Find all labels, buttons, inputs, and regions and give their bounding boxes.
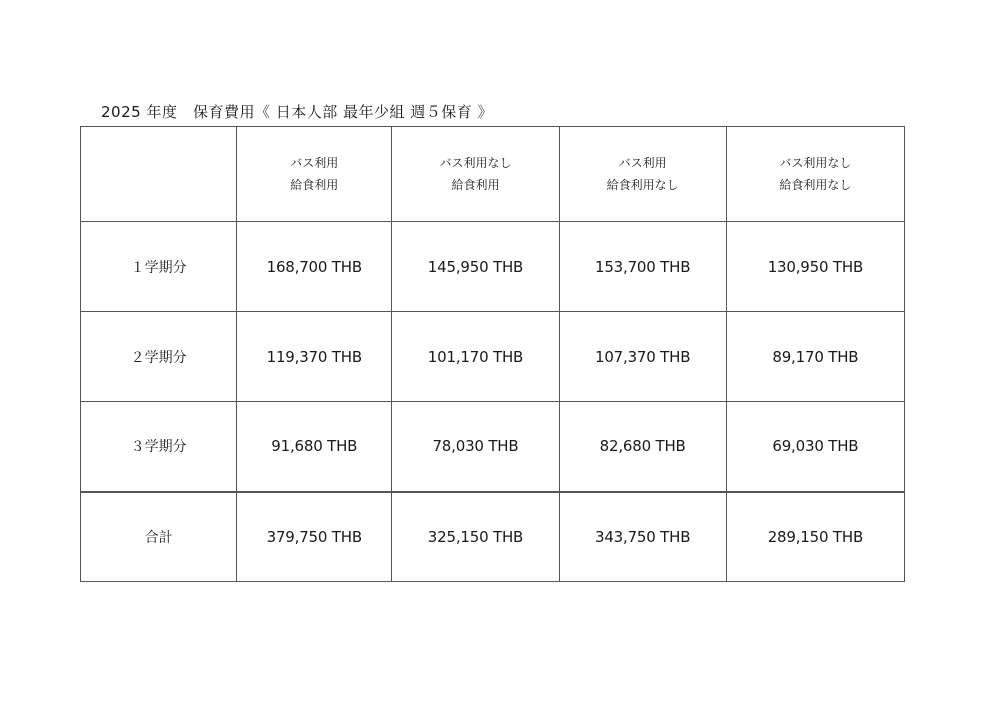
column-header-line1: バス利用なし xyxy=(439,156,512,170)
total-amount-cell: 343,750 THB xyxy=(559,492,726,582)
table-header-row xyxy=(81,127,905,222)
column-header-line2: 給食利用なし xyxy=(779,178,852,192)
column-header-bus-meal xyxy=(237,127,392,222)
column-header-line2: 給食利用 xyxy=(451,178,500,192)
column-header-bus-nomeal xyxy=(559,127,726,222)
total-label: 合計 xyxy=(81,492,237,582)
row-label: ２学期分 xyxy=(81,312,237,402)
page-title: 2025 年度 保育費用《 日本人部 最年少組 週５保育 》 xyxy=(101,103,494,121)
total-amount-cell: 289,150 THB xyxy=(726,492,904,582)
header-corner-cell xyxy=(81,127,237,222)
total-amount-cell: 325,150 THB xyxy=(392,492,559,582)
amount-cell: 82,680 THB xyxy=(559,402,726,492)
amount-cell: 107,370 THB xyxy=(559,312,726,402)
amount-cell: 78,030 THB xyxy=(392,402,559,492)
total-amount-cell: 379,750 THB xyxy=(237,492,392,582)
row-label: １学期分 xyxy=(81,222,237,312)
column-header-line1: バス利用なし xyxy=(779,156,852,170)
amount-cell: 91,680 THB xyxy=(237,402,392,492)
column-header-nobus-meal xyxy=(392,127,559,222)
column-header-line1: バス利用 xyxy=(290,156,339,170)
column-header-line1: バス利用 xyxy=(618,156,667,170)
column-header-nobus-nomeal xyxy=(726,127,904,222)
fee-table xyxy=(80,126,905,582)
amount-cell: 153,700 THB xyxy=(559,222,726,312)
column-header-line2: 給食利用なし xyxy=(606,178,679,192)
amount-cell: 119,370 THB xyxy=(237,312,392,402)
column-header-line2: 給食利用 xyxy=(290,178,339,192)
amount-cell: 168,700 THB xyxy=(237,222,392,312)
amount-cell: 101,170 THB xyxy=(392,312,559,402)
table-row-term3 xyxy=(81,402,905,492)
row-label: ３学期分 xyxy=(81,402,237,492)
amount-cell: 69,030 THB xyxy=(726,402,904,492)
table-row-total xyxy=(81,492,905,582)
table-row-term1 xyxy=(81,222,905,312)
amount-cell: 145,950 THB xyxy=(392,222,559,312)
amount-cell: 89,170 THB xyxy=(726,312,904,402)
table-row-term2 xyxy=(81,312,905,402)
amount-cell: 130,950 THB xyxy=(726,222,904,312)
